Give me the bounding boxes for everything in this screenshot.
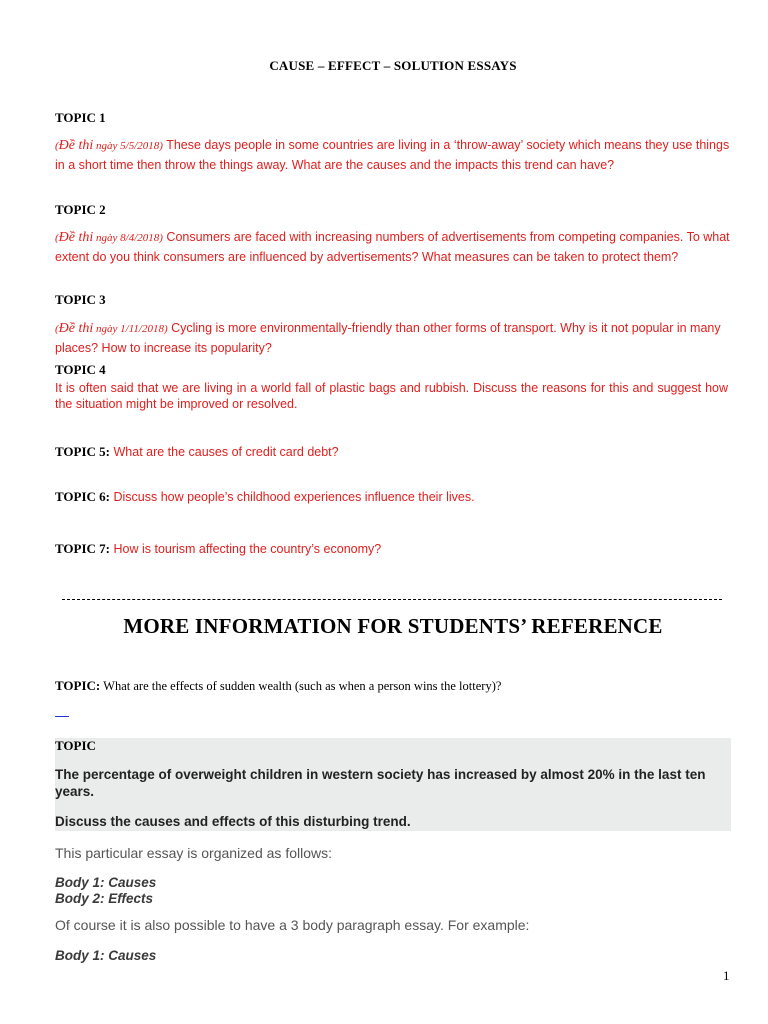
wealth-topic	[55, 678, 501, 694]
topic-6	[55, 489, 475, 505]
wealth-topic-label: TOPIC:	[55, 678, 101, 693]
topic-6-text: Discuss how people’s childhood experiences influence their lives.	[110, 490, 475, 504]
topic-1-date: (Đề thi ngày 5/5/2018)	[55, 138, 163, 153]
organization-note: This particular essay is organized as follows:	[55, 845, 333, 861]
highlight-prompt: The percentage of overweight children in western society has increased by almost 20% in the last ten years.	[55, 767, 706, 799]
topic-3-text: (Đề thi ngày 1/11/2018) Cycling is more environmentally-friendly than other forms of transport. Why is it not popular in many places? How to increase its popularity?	[55, 321, 721, 355]
topic-3-date: (Đề thi ngày 1/11/2018)	[55, 321, 168, 336]
wealth-topic-text: What are the effects of sudden wealth (such as when a person wins the lottery)?	[100, 679, 502, 693]
highlight-box	[55, 738, 731, 831]
highlight-question: Discuss the causes and effects of this disturbing trend.	[55, 814, 411, 829]
topic-4-label: TOPIC 4	[55, 362, 106, 377]
link-underline-mark[interactable]	[55, 716, 69, 717]
topic-1-label: TOPIC 1	[55, 110, 106, 125]
topic-5	[55, 444, 339, 460]
topic-1-text: (Đề thi ngày 5/5/2018) These days people in some countries are living in a ‘throw-away’ society which means they use things in a short time then throw the things away. What are the causes and the impacts this trend can have?	[55, 138, 730, 172]
section-divider	[62, 599, 722, 600]
topic-5-label: TOPIC 5:	[55, 444, 111, 459]
body-item-causes: Body 1: Causes	[55, 875, 157, 890]
page-number: 1	[723, 968, 730, 983]
body-item-causes-alt: Body 1: Causes	[55, 948, 157, 963]
topic-4-text: It is often said that we are living in a world fall of plastic bags and rubbish. Discuss the reasons for this and suggest how the situation might be improved or resolved.	[55, 381, 728, 411]
highlight-topic-label: TOPIC	[55, 738, 96, 753]
section-heading: MORE INFORMATION FOR STUDENTS’ REFERENCE	[123, 614, 663, 638]
topic-5-text: What are the causes of credit card debt?	[110, 445, 339, 459]
topic-6-label: TOPIC 6:	[55, 489, 111, 504]
three-body-note: Of course it is also possible to have a 3 body paragraph essay. For example:	[55, 917, 530, 933]
topic-7	[55, 541, 381, 557]
document-title: CAUSE – EFFECT – SOLUTION ESSAYS	[269, 58, 517, 73]
topic-2-text: (Đề thi ngày 8/4/2018) Consumers are faced with increasing numbers of advertisements from competing companies. To what extent do you think consumers are influenced by advertisements? What measures can be taken to protect them?	[55, 230, 730, 264]
topic-2-date: (Đề thi ngày 8/4/2018)	[55, 230, 163, 245]
topic-7-label: TOPIC 7:	[55, 541, 111, 556]
topic-7-text: How is tourism affecting the country’s economy?	[110, 542, 382, 556]
body-item-effects: Body 2: Effects	[55, 891, 154, 906]
topic-2-label: TOPIC 2	[55, 202, 106, 217]
topic-3-label: TOPIC 3	[55, 292, 106, 307]
